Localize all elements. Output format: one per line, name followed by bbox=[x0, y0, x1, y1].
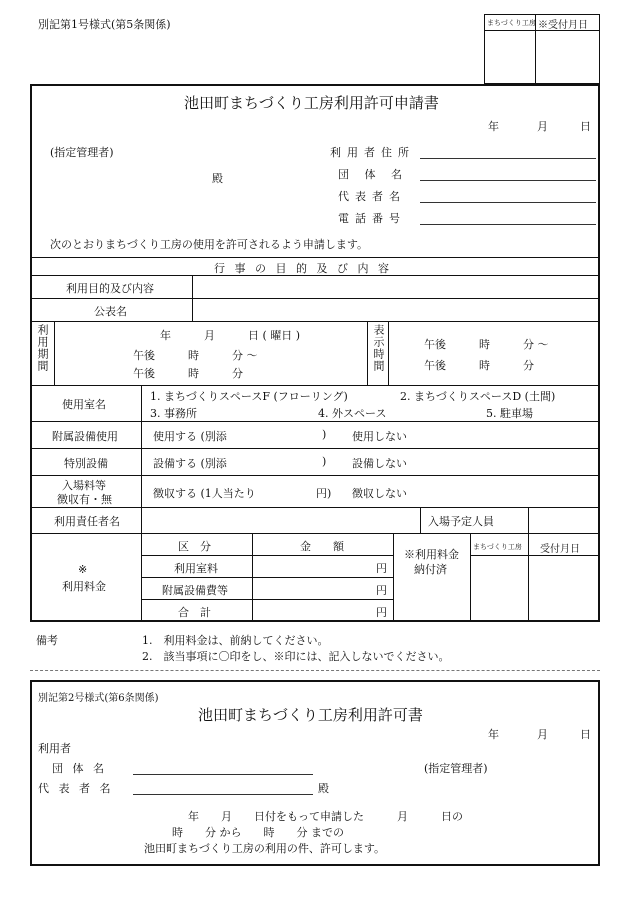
permit-line-1: 年 月 日付をもって申請した 月 日の bbox=[188, 810, 463, 823]
charge-yen-1: 円 bbox=[376, 562, 387, 575]
equipment-nouse-option[interactable]: 使用しない bbox=[352, 430, 407, 443]
special-paren: ) bbox=[322, 455, 327, 468]
table-line bbox=[30, 507, 600, 508]
permit-user-label: 利用者 bbox=[38, 742, 71, 755]
date-day: 日 bbox=[580, 120, 591, 133]
charge-row-equipment: 附属設備費等 bbox=[162, 584, 228, 597]
charge-row-room: 利用室料 bbox=[174, 562, 218, 575]
field-phone-line[interactable] bbox=[420, 224, 596, 225]
table-line bbox=[30, 257, 600, 258]
display-separator-right bbox=[388, 321, 389, 385]
field-address-label: 利用者住所 bbox=[330, 146, 415, 159]
stamp-label: まちづくり工房 bbox=[487, 19, 536, 27]
paid-separator-2 bbox=[528, 533, 529, 622]
field-rep-label: 代表者名 bbox=[338, 190, 406, 203]
period-date: 年 月 日 ( 曜日 ) bbox=[160, 329, 301, 342]
paid-stamp-label: まちづくり工房 bbox=[473, 543, 522, 551]
note-item-1: 1. 利用料金は、前納してください。 bbox=[142, 634, 329, 647]
room-label: 使用室名 bbox=[62, 398, 106, 411]
charge-row-line bbox=[141, 599, 393, 600]
room-option-4[interactable]: 4. 外スペース bbox=[318, 407, 387, 420]
display-label: 表示時間 bbox=[372, 324, 385, 372]
note-item-2: 2. 該当事項に〇印をし、※印には、記入しないでください。 bbox=[142, 650, 450, 663]
notes-label: 備考 bbox=[36, 634, 58, 647]
fee-label-1: 入場料等 bbox=[62, 479, 106, 492]
paid-row-line bbox=[470, 555, 600, 556]
charge-yen-3: 円 bbox=[376, 606, 387, 619]
table-line bbox=[30, 421, 600, 422]
charge-label: 利用料金 bbox=[62, 580, 106, 593]
special-use-option[interactable]: 設備する (別添 bbox=[153, 457, 227, 470]
field-group-label: 団 体 名 bbox=[338, 168, 408, 181]
recipient-label: (指定管理者) bbox=[50, 146, 114, 159]
label-separator bbox=[192, 275, 193, 321]
charge-row-total: 合 計 bbox=[178, 606, 211, 619]
room-option-1[interactable]: 1. まちづくりスペースF (フローリング) bbox=[150, 390, 348, 403]
period-time-end: 午後 時 分 bbox=[133, 367, 243, 380]
table-line bbox=[30, 533, 600, 534]
permit-rep-label: 代 表 者 名 bbox=[38, 782, 114, 795]
permit-line-2: 時 分 から 時 分 までの bbox=[172, 826, 344, 839]
room-option-2[interactable]: 2. まちづくりスペースD (土間) bbox=[400, 390, 556, 403]
recipient-dono: 殿 bbox=[212, 172, 223, 185]
permit-date-year: 年 bbox=[488, 728, 499, 741]
table-line bbox=[30, 298, 600, 299]
attendee-separator-2 bbox=[528, 507, 529, 533]
charge-row-line bbox=[141, 577, 393, 578]
table-line bbox=[30, 448, 600, 449]
special-nouse-option[interactable]: 設備しない bbox=[352, 457, 407, 470]
special-label: 特別設備 bbox=[64, 457, 108, 470]
table-line bbox=[30, 475, 600, 476]
permit-line-3: 池田町まちづくり工房の利用の件、許可します。 bbox=[144, 842, 386, 855]
permit-date-month: 月 bbox=[537, 728, 548, 741]
fee-nocollect-option[interactable]: 徴収しない bbox=[352, 487, 407, 500]
display-separator-left bbox=[367, 321, 368, 385]
stamp-received-label: ※受付月日 bbox=[538, 20, 588, 31]
request-statement: 次のとおりまちづくり工房の使用を許可されるよう申請します。 bbox=[50, 238, 369, 251]
charge-head-category: 区 分 bbox=[178, 540, 211, 553]
permit-dono: 殿 bbox=[318, 782, 329, 795]
period-time-start: 午後 時 分 〜 bbox=[133, 349, 258, 362]
publish-label: 公表名 bbox=[94, 305, 127, 318]
permit-group-line[interactable] bbox=[133, 774, 313, 775]
fee-collect-option[interactable]: 徴収する (1人当たり bbox=[153, 487, 256, 500]
permit-date-day: 日 bbox=[580, 728, 591, 741]
paid-label-2: 納付済 bbox=[414, 563, 447, 576]
date-year: 年 bbox=[488, 120, 499, 133]
cut-line bbox=[30, 670, 600, 671]
permit-form-number: 別記第2号様式(第6条関係) bbox=[38, 693, 159, 704]
permit-issuer: (指定管理者) bbox=[424, 762, 488, 775]
room-option-3[interactable]: 3. 事務所 bbox=[150, 407, 197, 420]
date-month: 月 bbox=[537, 120, 548, 133]
form-number: 別記第1号様式(第5条関係) bbox=[38, 18, 171, 31]
equipment-label: 附属設備使用 bbox=[52, 430, 118, 443]
period-separator bbox=[54, 321, 55, 385]
paid-received-label: 受付月日 bbox=[540, 544, 580, 555]
charge-col-separator-2 bbox=[393, 533, 394, 622]
charge-yen-2: 円 bbox=[376, 584, 387, 597]
field-group-line[interactable] bbox=[420, 180, 596, 181]
permit-rep-line[interactable] bbox=[133, 794, 313, 795]
attendees-label: 入場予定人員 bbox=[428, 515, 494, 528]
table-line bbox=[30, 385, 600, 386]
room-option-5[interactable]: 5. 駐車場 bbox=[486, 407, 533, 420]
attendee-separator bbox=[420, 507, 421, 533]
field-address-line[interactable] bbox=[420, 158, 596, 159]
equipment-paren: ) bbox=[322, 428, 327, 441]
paid-separator bbox=[470, 533, 471, 622]
paid-label-1: ※利用料金 bbox=[404, 548, 459, 561]
label-separator-lower bbox=[141, 385, 142, 622]
section-title: 行 事 の 目 的 及 び 内 容 bbox=[214, 262, 392, 275]
display-time-end: 午後 時 分 bbox=[424, 359, 534, 372]
permit-group-label: 団 体 名 bbox=[52, 762, 107, 775]
fee-yen: 円) bbox=[316, 487, 332, 500]
period-label: 利用期間 bbox=[36, 324, 49, 372]
field-rep-line[interactable] bbox=[420, 202, 596, 203]
purpose-label: 利用目的及び内容 bbox=[66, 282, 154, 295]
permit-title: 池田町まちづくり工房利用許可書 bbox=[198, 706, 423, 724]
responsible-label: 利用責任者名 bbox=[54, 515, 120, 528]
charge-mark: ※ bbox=[78, 563, 88, 576]
field-phone-label: 電話番号 bbox=[338, 212, 406, 225]
fee-label-2: 徴収有・無 bbox=[57, 493, 112, 506]
form-title: 池田町まちづくり工房利用許可申請書 bbox=[184, 94, 439, 112]
display-time-start: 午後 時 分 〜 bbox=[424, 338, 549, 351]
charge-head-amount: 金 額 bbox=[300, 540, 344, 553]
charge-row-line bbox=[141, 555, 393, 556]
table-line bbox=[30, 321, 600, 322]
equipment-use-option[interactable]: 使用する (別添 bbox=[153, 430, 227, 443]
